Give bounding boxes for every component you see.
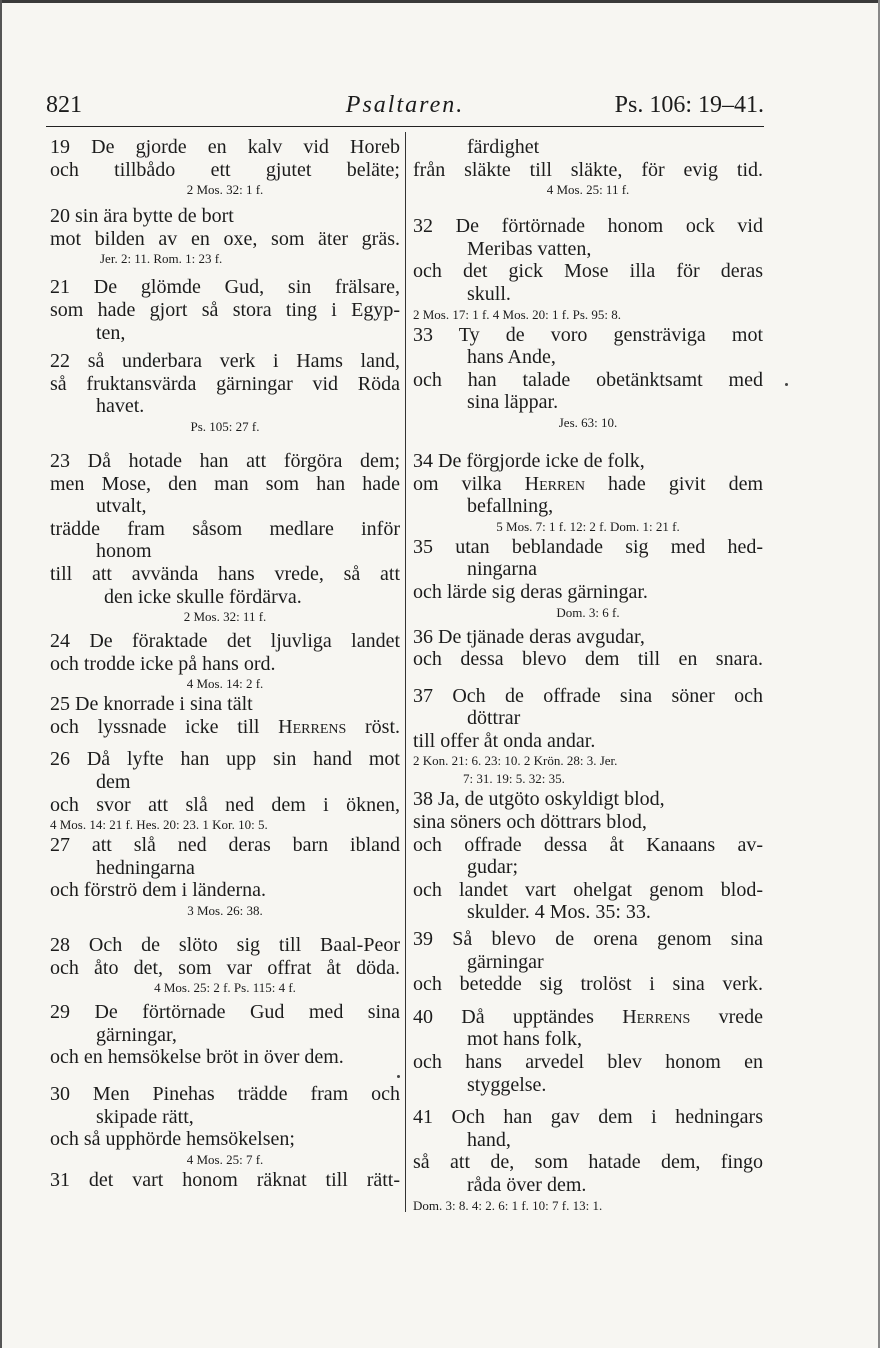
verse-line: skipade rätt,: [96, 1105, 194, 1128]
spacer: [413, 1096, 763, 1106]
verse-line: men Mose, den man som han hade: [50, 472, 400, 495]
cross-reference: 2 Kon. 21: 6. 23: 10. 2 Krön. 28: 3. Jer.: [413, 753, 618, 769]
verse-line: och trodde icke på hans ord.: [50, 652, 276, 675]
verse-line: styggelse.: [467, 1073, 547, 1096]
verse-line: från släkte till släkte, för evig tid.: [413, 158, 763, 181]
verse-line: och tillbådo ett gjutet beläte;: [50, 158, 400, 181]
verse-line: 37 Och de offrade sina söner och: [413, 684, 763, 707]
verse-line: havet.: [96, 395, 145, 418]
cross-reference: 4 Mos. 25: 7 f.: [186, 1151, 264, 1167]
left-column: [50, 136, 400, 1191]
verse-line: 30 Men Pinehas trädde fram och: [50, 1083, 400, 1105]
lord-name-smallcaps: Herrens: [622, 1005, 691, 1028]
cross-reference: 2 Mos. 17: 1 f. 4 Mos. 20: 1 f. Ps. 95: 8.: [413, 306, 622, 322]
verse-line: som hade gjort så stora ting i Egyp-: [50, 298, 400, 321]
cross-reference: 4 Mos. 14: 21 f. Hes. 20: 23. 1 Kor. 10: 5.: [50, 817, 268, 833]
cross-reference: 4 Mos. 25: 2 f. Ps. 115: 4 f.: [154, 980, 296, 996]
verse-line: till att avvända hans vrede, så att: [50, 562, 400, 585]
verse-line: mot hans folk,: [467, 1028, 582, 1051]
verse-line: gärningar,: [96, 1023, 177, 1046]
verse-line: och han talade obetänktsamt med: [413, 368, 763, 391]
verse-line: och landet vart ohelgat genom blod-: [413, 878, 763, 901]
verse-line: ningarna: [467, 558, 537, 581]
verse-line: befallning,: [467, 495, 554, 518]
verse-line: 24 De föraktade det ljuvliga landet: [50, 630, 400, 653]
verse-line: 29 De förtörnade Gud med sina: [50, 1001, 400, 1024]
verse-line: trädde fram såsom medlare inför: [50, 517, 400, 540]
verse-line: till offer åt onda andar.: [413, 729, 596, 752]
lord-name-smallcaps: Herren: [524, 472, 585, 495]
verse-line: hedningarna: [96, 856, 195, 879]
cross-reference: 3 Mos. 26: 38.: [187, 903, 263, 919]
verse-line: och det gick Mose illa för deras: [413, 260, 763, 283]
cross-reference: 2 Mos. 32: 1 f.: [186, 182, 264, 198]
scan-edge-left: [0, 0, 2, 1348]
verse-line: 41 Och han gav dem i hedningars: [413, 1106, 763, 1129]
verse-line: den icke skulle fördärva.: [104, 585, 302, 608]
chapter-reference: Ps. 106: 19–41.: [614, 92, 764, 118]
verse-line: och en hemsökelse bröt in över dem.: [50, 1046, 344, 1069]
verse-line: och lyssnade icke till Herrens röst.: [50, 715, 400, 738]
spacer: [413, 671, 763, 685]
verse-line: sina söners och döttrars blod,: [413, 811, 647, 834]
verse-line: 33 Ty de voro gensträviga mot: [413, 323, 763, 346]
verse-line: hans Ande,: [467, 346, 556, 369]
verse-line: utvalt,: [96, 495, 147, 518]
right-column: [413, 136, 763, 1215]
verse-line: dem: [96, 771, 131, 794]
verse-line: 26 Då lyfte han upp sin hand mot: [50, 748, 400, 771]
verse-line: 35 utan beblandade sig med hed-: [413, 535, 763, 558]
verse-line: gärningar: [467, 950, 544, 973]
running-title: Psaltaren.: [345, 92, 465, 118]
verse-line: 25 De knorrade i sina tält: [50, 693, 253, 716]
verse-line: 27 att slå ned deras barn ibland: [50, 834, 400, 857]
verse-line: och förströ dem i länderna.: [50, 879, 267, 902]
verse-line: om vilka Herren hade givit dem: [413, 472, 764, 495]
page-header: [46, 92, 764, 126]
scan-speck: [397, 1075, 400, 1078]
verse-line: 21 De glömde Gud, sin frälsare,: [50, 276, 400, 299]
verse-line: Meribas vatten,: [467, 237, 592, 260]
scan-edge-top: [0, 0, 880, 3]
cross-reference: Dom. 3: 8. 4: 2. 6: 1 f. 10: 7 f. 13: 1.: [413, 1197, 603, 1213]
verse-line: 39 Så blevo de orena genom sina: [413, 928, 763, 951]
spacer: [50, 1069, 400, 1083]
verse-line: 28 Och de slöto sig till Baal-Peor: [50, 934, 400, 957]
cross-reference: 4 Mos. 14: 2 f.: [186, 676, 264, 692]
verse-line: och offrade dessa åt Kanaans av-: [413, 833, 763, 856]
spacer: [413, 432, 763, 450]
verse-line: hand,: [467, 1128, 511, 1151]
verse-line: 40 Då upptändes Herrens vrede: [413, 1005, 763, 1028]
verse-line: 38 Ja, de utgöto oskyldigt blod,: [413, 788, 665, 811]
verse-line: 22 så underbara verk i Hams land,: [50, 350, 400, 373]
spacer: [413, 199, 763, 215]
spacer: [50, 738, 400, 748]
header-rule: [46, 126, 764, 127]
cross-reference: 4 Mos. 25: 11 f.: [546, 182, 630, 198]
lord-name-smallcaps: Herrens: [278, 715, 347, 738]
verse-line: och lärde sig deras gärningar.: [413, 580, 648, 603]
cross-reference: 2 Mos. 32: 11 f.: [183, 609, 267, 625]
verse-line: 31 det vart honom räknat till rätt-: [50, 1168, 400, 1191]
spacer: [413, 996, 763, 1006]
verse-line: mot bilden av en oxe, som äter gräs.: [50, 227, 400, 250]
verse-line: råda över dem.: [467, 1173, 587, 1196]
verse-line: och så upphörde hemsökelsen;: [50, 1128, 295, 1151]
verse-line: färdighet: [467, 136, 540, 158]
verse-line: och åto det, som var offrat åt döda.: [50, 956, 400, 979]
verse-line: 19 De gjorde en kalv vid Horeb: [50, 136, 400, 158]
verse-line: 34 De förgjorde icke de folk,: [413, 449, 645, 472]
verse-line: 32 De förtörnade honom ock vid: [413, 215, 763, 238]
verse-line: och dessa blevo dem till en snara.: [413, 648, 763, 671]
verse-line: och svor att slå ned dem i öknen,: [50, 793, 400, 816]
spacer: [50, 268, 400, 276]
spacer: [50, 436, 400, 450]
verse-line: gudar;: [467, 856, 519, 879]
verse-line: så fruktansvärda gärningar vid Röda: [50, 372, 400, 395]
verse-line: skulder. 4 Mos. 35: 33.: [467, 901, 651, 924]
verse-line: 20 sin ära bytte de bort: [50, 205, 234, 228]
verse-line: ten,: [96, 321, 126, 344]
cross-reference: 7: 31. 19: 5. 32: 35.: [463, 771, 565, 787]
column-divider: [405, 132, 406, 1212]
verse-line: skull.: [467, 282, 511, 305]
scan-speck: [785, 383, 788, 386]
verse-line: honom: [96, 540, 152, 563]
cross-reference: Dom. 3: 6 f.: [556, 604, 620, 620]
cross-reference: Ps. 105: 27 f.: [190, 418, 260, 434]
page-number: 821: [46, 92, 82, 118]
cross-reference: 5 Mos. 7: 1 f. 12: 2 f. Dom. 1: 21 f.: [496, 518, 680, 534]
verse-line: 36 De tjänade deras avgudar,: [413, 625, 645, 648]
spacer: [50, 920, 400, 934]
verse-line: 23 Då hotade han att förgöra dem;: [50, 449, 400, 472]
cross-reference: Jer. 2: 11. Rom. 1: 23 f.: [100, 251, 223, 267]
verse-line: döttrar: [467, 707, 521, 730]
verse-line: så att de, som hatade dem, fingo: [413, 1151, 763, 1174]
verse-line: och betedde sig trolöst i sina verk.: [413, 973, 763, 996]
cross-reference: Jes. 63: 10.: [558, 414, 618, 430]
verse-line: sina läppar.: [467, 391, 559, 414]
verse-line: och hans arvedel blev honom en: [413, 1051, 763, 1073]
